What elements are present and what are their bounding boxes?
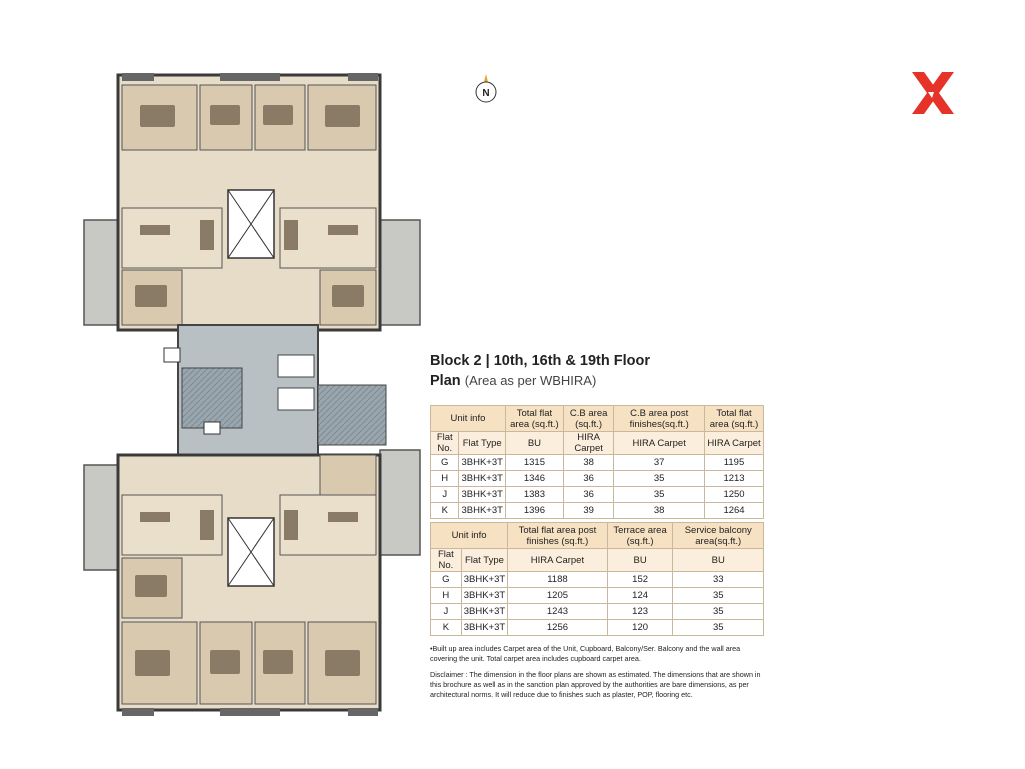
notes [430,644,766,706]
title-plan: Plan [430,373,461,389]
cell: 39 [563,503,613,519]
cell: H [431,471,459,487]
cell: 1205 [508,588,608,604]
sofa-icon [328,512,358,522]
cell: 3BHK+3T [459,487,505,503]
col-cb-post: C.B area post finishes(sq.ft.) [614,406,705,432]
builtup-note: •Built up area includes Carpet area of the Unit, Cupboard, Balcony/Ser. Balcony and the wall area covering the unit. Total carpet area includes cupboard carpet area. [430,644,741,663]
cell: 3BHK+3T [461,604,507,620]
bed-icon [210,650,240,674]
title-line1: Block 2 | 10th, 16th & 19th Floor [430,353,650,369]
col-service-balcony: Service balcony area(sq.ft.) [673,523,764,549]
cell: 35 [673,588,764,604]
cell: J [431,604,462,620]
subheader: Flat No. [431,549,462,572]
window [122,708,154,716]
staircase [182,368,242,428]
cell: 152 [607,572,673,588]
sofa-icon [140,225,170,235]
title-subtitle: (Area as per WBHIRA) [464,373,597,388]
bed-icon [325,650,360,676]
bed-icon [135,650,170,676]
window [122,73,154,81]
table-row [431,572,764,588]
north-compass-icon [474,74,498,104]
table-row [431,588,764,604]
cell: 1256 [508,620,608,636]
table-row [431,503,764,519]
bed-icon [135,575,167,597]
bed-icon [263,650,293,674]
cell: 35 [614,471,705,487]
bed-icon [263,105,293,125]
cell: 35 [614,487,705,503]
terrace-right-lower [380,450,420,555]
brand-logo-icon [908,68,958,118]
cell: 1315 [505,455,563,471]
floor-plan [80,70,425,720]
subheader: HIRA Carpet [563,432,613,455]
subheader: Flat No. [431,432,459,455]
cell: H [431,588,462,604]
col-unit-info: Unit info [431,406,506,432]
cell: G [431,455,459,471]
area-table-1 [430,405,764,519]
sofa-icon [328,225,358,235]
cell: K [431,620,462,636]
lift [278,388,314,410]
bed-icon [332,285,364,307]
subheader: Flat Type [461,549,507,572]
page-title [430,352,760,391]
dining-table-icon [284,220,298,250]
cell: G [431,572,462,588]
subheader: BU [505,432,563,455]
cell: 35 [673,604,764,620]
cell: 1396 [505,503,563,519]
bed-icon [210,105,240,125]
subheader: BU [607,549,673,572]
compass-label: N [482,88,490,99]
col-cb-area: C.B area (sq.ft.) [563,406,613,432]
cell: 1383 [505,487,563,503]
subheader: HIRA Carpet [508,549,608,572]
cell: 37 [614,455,705,471]
dining-table-icon [200,510,214,540]
subheader: HIRA Carpet [705,432,764,455]
col-unit-info: Unit info [431,523,508,549]
cell: J [431,487,459,503]
cell: 1188 [508,572,608,588]
disclaimer: Disclaimer : The dimension in the floor plans are shown as estimated. The dimensions that are shown in this brochure as well as in the sanction plan approved by the authorities are bare dimensions, as per architectural norms. It will reduce due to finishes such as plaster, POP, flooring etc. [430,670,761,699]
col-total-flat-area-2: Total flat area (sq.ft.) [705,406,764,432]
cell: 1346 [505,471,563,487]
sofa-icon [140,512,170,522]
cell: 36 [563,487,613,503]
cell: 124 [607,588,673,604]
cell: 38 [563,455,613,471]
cell: 3BHK+3T [461,620,507,636]
terrace-right-upper [380,220,420,325]
cell: 1264 [705,503,764,519]
bed-icon [325,105,360,127]
table-row [431,471,764,487]
cell: 3BHK+3T [461,572,507,588]
subheader: BU [673,549,764,572]
window [348,708,378,716]
cell: 3BHK+3T [459,503,505,519]
duct [204,422,220,434]
cell: 35 [673,620,764,636]
cell: 3BHK+3T [461,588,507,604]
col-total-post: Total flat area post finishes (sq.ft.) [508,523,608,549]
subheader: HIRA Carpet [614,432,705,455]
dining-table-icon [284,510,298,540]
bedroom-lower-right [320,455,376,495]
cell: 36 [563,471,613,487]
cell: 120 [607,620,673,636]
bed-icon [140,105,175,127]
col-total-flat-area: Total flat area (sq.ft.) [505,406,563,432]
window [220,73,280,81]
col-terrace: Terrace area (sq.ft.) [607,523,673,549]
cell: K [431,503,459,519]
subheader: Flat Type [459,432,505,455]
window [220,708,280,716]
cell: 1213 [705,471,764,487]
area-table-2 [430,522,764,636]
cell: 1195 [705,455,764,471]
lift [278,355,314,377]
table-row [431,604,764,620]
cell: 1243 [508,604,608,620]
cell: 123 [607,604,673,620]
table-row [431,487,764,503]
duct [164,348,180,362]
table-row [431,620,764,636]
cell: 1250 [705,487,764,503]
table-row [431,455,764,471]
dining-table-icon [200,220,214,250]
bed-icon [135,285,167,307]
staircase-right [318,385,386,445]
window [348,73,378,81]
cell: 3BHK+3T [459,455,505,471]
cell: 33 [673,572,764,588]
cell: 3BHK+3T [459,471,505,487]
cell: 38 [614,503,705,519]
